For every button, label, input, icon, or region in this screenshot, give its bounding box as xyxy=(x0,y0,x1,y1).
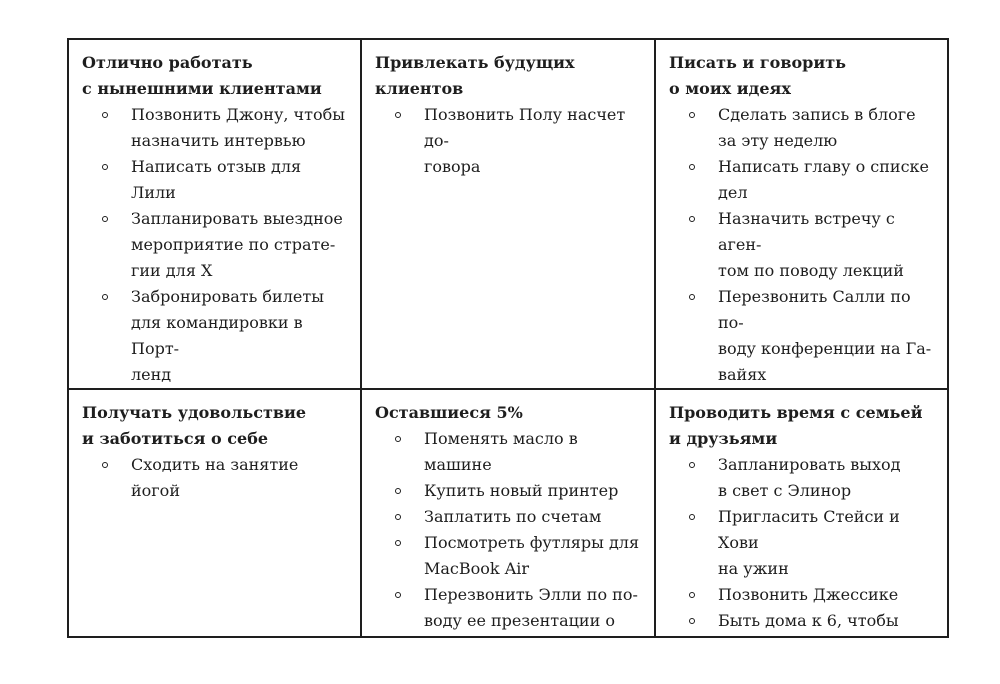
cell-title: Привлекать будущих клиентов xyxy=(375,53,575,98)
list-item xyxy=(82,102,348,154)
list-item xyxy=(669,504,935,582)
list-item xyxy=(375,102,642,180)
bullet-icon xyxy=(102,112,108,118)
cell-family-friends xyxy=(655,389,949,638)
item-text: Забронировать билеты для командировки в Порт- ленд xyxy=(131,287,324,384)
task-list xyxy=(82,452,348,504)
list-item xyxy=(669,608,935,638)
list-item xyxy=(82,452,348,504)
bullet-icon xyxy=(395,592,401,598)
item-text: Назначить встречу с аген- том по поводу лекций xyxy=(718,209,904,280)
item-text: Перезвонить Салли по по- воду конференции на Га- вайях xyxy=(718,287,932,384)
bullet-icon xyxy=(102,294,108,300)
item-text: Позвонить Полу насчет до- говора xyxy=(424,105,626,176)
task-list xyxy=(82,102,348,389)
list-item xyxy=(375,478,642,504)
item-text: Запланировать выход в свет с Элинор xyxy=(718,455,901,500)
cell-title: Отлично работать с нынешними клиентами xyxy=(82,53,322,98)
list-item xyxy=(82,284,348,388)
bullet-icon xyxy=(395,436,401,442)
cell-title: Писать и говорить о моих идеях xyxy=(669,53,846,98)
list-item xyxy=(669,206,935,284)
item-text: Поменять масло в машине xyxy=(424,429,578,474)
item-text: Сходить на занятие йогой xyxy=(131,455,299,500)
bullet-icon xyxy=(102,164,108,170)
bullet-icon xyxy=(689,462,695,468)
bullet-icon xyxy=(395,488,401,494)
list-item xyxy=(375,426,642,478)
list-item xyxy=(82,206,348,284)
cell-title: Получать удовольствие и заботиться о себе xyxy=(82,403,307,448)
list-item xyxy=(669,154,935,206)
item-text: Заплатить по счетам xyxy=(424,507,602,526)
task-list xyxy=(375,102,642,180)
task-list xyxy=(375,426,642,638)
cell-write-speak xyxy=(655,38,949,389)
item-text: Посмотреть футляры для MacBook Air xyxy=(424,533,640,578)
list-item xyxy=(375,504,642,530)
cell-current-clients xyxy=(67,38,361,389)
item-text: Перезвонить Элли по по- воду ее презентации о xyxy=(424,585,638,630)
bullet-icon xyxy=(395,514,401,520)
item-text: Позвонить Джону, чтобы назначить интервью xyxy=(131,105,345,150)
cell-title: Проводить время с семьей и друзьями xyxy=(669,403,923,448)
bullet-icon xyxy=(689,618,695,624)
cell-title: Оставшиеся 5% xyxy=(375,403,523,422)
bullet-icon xyxy=(689,164,695,170)
item-text: Пригласить Стейси и Хови на ужин xyxy=(718,507,900,578)
list-item xyxy=(669,452,935,504)
bullet-icon xyxy=(689,112,695,118)
bullet-icon xyxy=(689,514,695,520)
bullet-icon xyxy=(102,462,108,468)
bullet-icon xyxy=(102,216,108,222)
cell-future-clients xyxy=(361,38,655,389)
task-grid xyxy=(67,38,949,638)
bullet-icon xyxy=(689,592,695,598)
list-item xyxy=(669,582,935,608)
item-text: Написать главу о списке дел xyxy=(718,157,929,202)
task-list xyxy=(669,102,935,388)
item-text: Позвонить Джессике xyxy=(718,585,899,604)
list-item xyxy=(669,284,935,388)
task-list xyxy=(669,452,935,638)
bullet-icon xyxy=(689,216,695,222)
cell-remaining xyxy=(361,389,655,638)
item-text: Купить новый принтер xyxy=(424,481,619,500)
list-item xyxy=(375,582,642,638)
item-text: Написать отзыв для Лили xyxy=(131,157,302,202)
item-text: Запланировать выездное мероприятие по страте- гии для X xyxy=(131,209,343,280)
list-item xyxy=(669,102,935,154)
bullet-icon xyxy=(395,540,401,546)
item-text: Сделать запись в блоге за эту неделю xyxy=(718,105,916,150)
list-item xyxy=(82,154,348,206)
bullet-icon xyxy=(689,294,695,300)
cell-self-care xyxy=(67,389,361,638)
item-text: Быть дома к 6, чтобы xyxy=(718,611,899,630)
list-item xyxy=(375,530,642,582)
bullet-icon xyxy=(395,112,401,118)
